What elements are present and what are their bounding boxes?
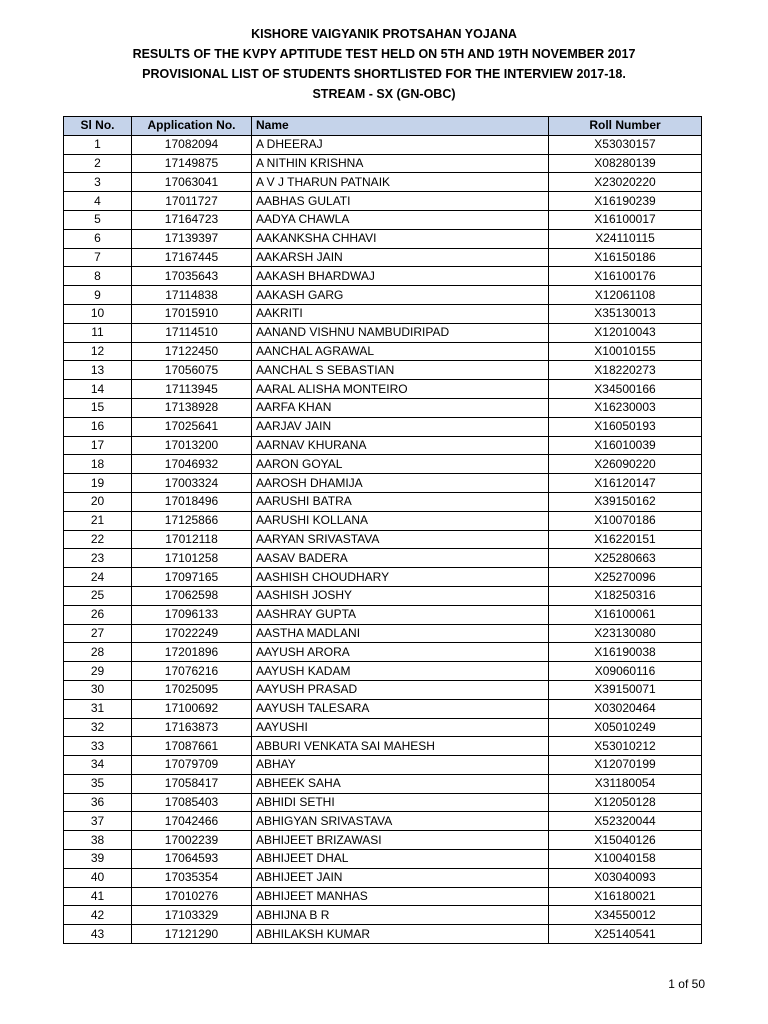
results-table (63, 116, 702, 944)
cell-name: A V J THARUN PATNAIK (252, 173, 549, 192)
cell-name: AARUSHI KOLLANA (252, 511, 549, 530)
cell-sl-no: 3 (64, 173, 132, 192)
cell-sl-no: 42 (64, 906, 132, 925)
cell-roll-number: X23130080 (549, 624, 702, 643)
cell-sl-no: 33 (64, 737, 132, 756)
cell-application-no: 17164723 (132, 210, 252, 229)
cell-application-no: 17010276 (132, 887, 252, 906)
cell-application-no: 17201896 (132, 643, 252, 662)
cell-name: AAYUSH ARORA (252, 643, 549, 662)
table-row (64, 286, 702, 305)
cell-sl-no: 41 (64, 887, 132, 906)
table-row (64, 850, 702, 869)
cell-name: ABHILAKSH KUMAR (252, 925, 549, 944)
cell-application-no: 17022249 (132, 624, 252, 643)
cell-roll-number: X16190038 (549, 643, 702, 662)
cell-name: ABHEEK SAHA (252, 774, 549, 793)
cell-application-no: 17046932 (132, 455, 252, 474)
column-header-name: Name (252, 117, 549, 136)
table-row (64, 398, 702, 417)
cell-sl-no: 28 (64, 643, 132, 662)
cell-roll-number: X26090220 (549, 455, 702, 474)
table-header-row (64, 117, 702, 136)
cell-application-no: 17025641 (132, 417, 252, 436)
cell-application-no: 17163873 (132, 718, 252, 737)
table-row (64, 718, 702, 737)
cell-roll-number: X34500166 (549, 380, 702, 399)
cell-application-no: 17076216 (132, 662, 252, 681)
table-row (64, 323, 702, 342)
cell-name: AARAL ALISHA MONTEIRO (252, 380, 549, 399)
table-row (64, 436, 702, 455)
cell-roll-number: X18250316 (549, 586, 702, 605)
cell-sl-no: 26 (64, 605, 132, 624)
cell-sl-no: 9 (64, 286, 132, 305)
table-row (64, 737, 702, 756)
cell-sl-no: 29 (64, 662, 132, 681)
cell-name: AASAV BADERA (252, 549, 549, 568)
cell-roll-number: X18220273 (549, 361, 702, 380)
cell-roll-number: X12061108 (549, 286, 702, 305)
cell-name: ABHIJEET DHAL (252, 850, 549, 869)
cell-sl-no: 35 (64, 774, 132, 793)
cell-name: AARNAV KHURANA (252, 436, 549, 455)
cell-name: AASHISH CHOUDHARY (252, 568, 549, 587)
table-row (64, 793, 702, 812)
cell-roll-number: X53030157 (549, 135, 702, 154)
cell-sl-no: 11 (64, 323, 132, 342)
cell-name: AAKARSH JAIN (252, 248, 549, 267)
cell-application-no: 17100692 (132, 699, 252, 718)
cell-name: AAYUSH KADAM (252, 662, 549, 681)
header-line-scheme: KISHORE VAIGYANIK PROTSAHAN YOJANA (251, 27, 517, 41)
cell-sl-no: 19 (64, 474, 132, 493)
table-row (64, 455, 702, 474)
cell-name: AABHAS GULATI (252, 192, 549, 211)
column-header-roll-number: Roll Number (549, 117, 702, 136)
cell-roll-number: X23020220 (549, 173, 702, 192)
cell-application-no: 17139397 (132, 229, 252, 248)
cell-application-no: 17035643 (132, 267, 252, 286)
table-row (64, 887, 702, 906)
cell-application-no: 17096133 (132, 605, 252, 624)
cell-sl-no: 17 (64, 436, 132, 455)
cell-roll-number: X10040158 (549, 850, 702, 869)
cell-roll-number: X16100061 (549, 605, 702, 624)
cell-roll-number: X16100017 (549, 210, 702, 229)
cell-application-no: 17064593 (132, 850, 252, 869)
cell-sl-no: 5 (64, 210, 132, 229)
column-header-application-no: Application No. (132, 117, 252, 136)
cell-roll-number: X05010249 (549, 718, 702, 737)
cell-name: AARON GOYAL (252, 455, 549, 474)
cell-sl-no: 23 (64, 549, 132, 568)
table-row (64, 342, 702, 361)
cell-application-no: 17013200 (132, 436, 252, 455)
table-row (64, 624, 702, 643)
table-body (64, 135, 702, 943)
cell-roll-number: X16150186 (549, 248, 702, 267)
cell-name: ABHIDI SETHI (252, 793, 549, 812)
table-row (64, 662, 702, 681)
table-row (64, 492, 702, 511)
cell-sl-no: 40 (64, 868, 132, 887)
table-row (64, 361, 702, 380)
cell-sl-no: 4 (64, 192, 132, 211)
cell-roll-number: X39150071 (549, 680, 702, 699)
cell-name: AASHRAY GUPTA (252, 605, 549, 624)
cell-sl-no: 27 (64, 624, 132, 643)
cell-name: AASTHA MADLANI (252, 624, 549, 643)
cell-application-no: 17063041 (132, 173, 252, 192)
table-row (64, 173, 702, 192)
cell-sl-no: 30 (64, 680, 132, 699)
cell-application-no: 17058417 (132, 774, 252, 793)
cell-roll-number: X34550012 (549, 906, 702, 925)
cell-name: ABHAY (252, 756, 549, 775)
cell-roll-number: X25140541 (549, 925, 702, 944)
cell-application-no: 17114838 (132, 286, 252, 305)
cell-application-no: 17085403 (132, 793, 252, 812)
table-row (64, 474, 702, 493)
cell-application-no: 17015910 (132, 304, 252, 323)
table-row (64, 248, 702, 267)
cell-name: AARUSHI BATRA (252, 492, 549, 511)
cell-application-no: 17002239 (132, 831, 252, 850)
cell-name: ABHIGYAN SRIVASTAVA (252, 812, 549, 831)
cell-sl-no: 12 (64, 342, 132, 361)
cell-roll-number: X24110115 (549, 229, 702, 248)
cell-name: ABBURI VENKATA SAI MAHESH (252, 737, 549, 756)
cell-roll-number: X16120147 (549, 474, 702, 493)
table-row (64, 267, 702, 286)
cell-sl-no: 22 (64, 530, 132, 549)
cell-roll-number: X25270096 (549, 568, 702, 587)
cell-name: AARFA KHAN (252, 398, 549, 417)
table-row (64, 756, 702, 775)
cell-application-no: 17011727 (132, 192, 252, 211)
cell-roll-number: X08280139 (549, 154, 702, 173)
cell-name: AAKASH GARG (252, 286, 549, 305)
cell-sl-no: 15 (64, 398, 132, 417)
cell-roll-number: X16190239 (549, 192, 702, 211)
cell-sl-no: 34 (64, 756, 132, 775)
table-row (64, 192, 702, 211)
cell-sl-no: 31 (64, 699, 132, 718)
cell-sl-no: 16 (64, 417, 132, 436)
cell-roll-number: X10010155 (549, 342, 702, 361)
cell-roll-number: X10070186 (549, 511, 702, 530)
table-row (64, 812, 702, 831)
cell-application-no: 17113945 (132, 380, 252, 399)
table-row (64, 568, 702, 587)
cell-application-no: 17138928 (132, 398, 252, 417)
cell-name: AAYUSH PRASAD (252, 680, 549, 699)
cell-name: AADYA CHAWLA (252, 210, 549, 229)
cell-application-no: 17012118 (132, 530, 252, 549)
cell-sl-no: 13 (64, 361, 132, 380)
cell-name: AAYUSH TALESARA (252, 699, 549, 718)
cell-sl-no: 21 (64, 511, 132, 530)
cell-application-no: 17062598 (132, 586, 252, 605)
cell-name: ABHIJEET MANHAS (252, 887, 549, 906)
cell-name: AANCHAL AGRAWAL (252, 342, 549, 361)
cell-application-no: 17149875 (132, 154, 252, 173)
cell-sl-no: 37 (64, 812, 132, 831)
cell-roll-number: X16230003 (549, 398, 702, 417)
cell-name: ABHIJNA B R (252, 906, 549, 925)
cell-roll-number: X16050193 (549, 417, 702, 436)
cell-sl-no: 18 (64, 455, 132, 474)
cell-roll-number: X16220151 (549, 530, 702, 549)
cell-application-no: 17114510 (132, 323, 252, 342)
cell-name: AASHISH JOSHY (252, 586, 549, 605)
cell-name: AAROSH DHAMIJA (252, 474, 549, 493)
table-row (64, 549, 702, 568)
cell-roll-number: X25280663 (549, 549, 702, 568)
cell-roll-number: X09060116 (549, 662, 702, 681)
cell-sl-no: 43 (64, 925, 132, 944)
cell-application-no: 17003324 (132, 474, 252, 493)
cell-roll-number: X15040126 (549, 831, 702, 850)
table-row (64, 154, 702, 173)
cell-name: AARYAN SRIVASTAVA (252, 530, 549, 549)
cell-sl-no: 24 (64, 568, 132, 587)
table-row (64, 831, 702, 850)
cell-name: ABHIJEET JAIN (252, 868, 549, 887)
cell-roll-number: X16100176 (549, 267, 702, 286)
cell-sl-no: 36 (64, 793, 132, 812)
cell-application-no: 17018496 (132, 492, 252, 511)
cell-application-no: 17035354 (132, 868, 252, 887)
cell-application-no: 17025095 (132, 680, 252, 699)
cell-roll-number: X16180021 (549, 887, 702, 906)
table-row (64, 586, 702, 605)
cell-name: AANAND VISHNU NAMBUDIRIPAD (252, 323, 549, 342)
column-header-sl-no: Sl No. (64, 117, 132, 136)
table-row (64, 605, 702, 624)
cell-application-no: 17167445 (132, 248, 252, 267)
cell-sl-no: 8 (64, 267, 132, 286)
table-row (64, 868, 702, 887)
cell-roll-number: X39150162 (549, 492, 702, 511)
cell-roll-number: X12070199 (549, 756, 702, 775)
cell-sl-no: 39 (64, 850, 132, 869)
cell-application-no: 17097165 (132, 568, 252, 587)
cell-application-no: 17101258 (132, 549, 252, 568)
cell-roll-number: X31180054 (549, 774, 702, 793)
header-line-results: RESULTS OF THE KVPY APTITUDE TEST HELD ON 5TH AND 19TH NOVEMBER 2017 (132, 47, 636, 61)
cell-sl-no: 7 (64, 248, 132, 267)
cell-sl-no: 14 (64, 380, 132, 399)
page-number: 1 of 50 (668, 977, 705, 991)
cell-application-no: 17087661 (132, 737, 252, 756)
cell-sl-no: 2 (64, 154, 132, 173)
cell-application-no: 17125866 (132, 511, 252, 530)
cell-application-no: 17103329 (132, 906, 252, 925)
cell-sl-no: 32 (64, 718, 132, 737)
table-row (64, 210, 702, 229)
cell-application-no: 17122450 (132, 342, 252, 361)
cell-roll-number: X16010039 (549, 436, 702, 455)
table-row (64, 229, 702, 248)
cell-sl-no: 38 (64, 831, 132, 850)
cell-application-no: 17082094 (132, 135, 252, 154)
cell-sl-no: 25 (64, 586, 132, 605)
cell-name: ABHIJEET BRIZAWASI (252, 831, 549, 850)
cell-application-no: 17056075 (132, 361, 252, 380)
cell-sl-no: 6 (64, 229, 132, 248)
cell-roll-number: X12050128 (549, 793, 702, 812)
cell-name: AANCHAL S SEBASTIAN (252, 361, 549, 380)
table-row (64, 643, 702, 662)
cell-roll-number: X03040093 (549, 868, 702, 887)
cell-roll-number: X12010043 (549, 323, 702, 342)
table-row (64, 304, 702, 323)
cell-roll-number: X53010212 (549, 737, 702, 756)
cell-application-no: 17079709 (132, 756, 252, 775)
table-row (64, 530, 702, 549)
table-row (64, 417, 702, 436)
table-row (64, 925, 702, 944)
table-row (64, 906, 702, 925)
table-row (64, 680, 702, 699)
cell-sl-no: 1 (64, 135, 132, 154)
table-row (64, 774, 702, 793)
cell-name: AAKASH BHARDWAJ (252, 267, 549, 286)
table-row (64, 699, 702, 718)
cell-roll-number: X03020464 (549, 699, 702, 718)
cell-sl-no: 20 (64, 492, 132, 511)
table-row (64, 511, 702, 530)
cell-name: AAKANKSHA CHHAVI (252, 229, 549, 248)
header-line-stream: STREAM - SX (GN-OBC) (312, 87, 456, 101)
table-row (64, 135, 702, 154)
cell-roll-number: X52320044 (549, 812, 702, 831)
cell-name: A NITHIN KRISHNA (252, 154, 549, 173)
cell-roll-number: X35130013 (549, 304, 702, 323)
cell-application-no: 17121290 (132, 925, 252, 944)
table-row (64, 380, 702, 399)
cell-application-no: 17042466 (132, 812, 252, 831)
cell-name: A DHEERAJ (252, 135, 549, 154)
cell-name: AAKRITI (252, 304, 549, 323)
cell-name: AARJAV JAIN (252, 417, 549, 436)
header-line-provisional: PROVISIONAL LIST OF STUDENTS SHORTLISTED FOR THE INTERVIEW 2017-18. (142, 67, 626, 81)
document-header (0, 24, 768, 104)
cell-sl-no: 10 (64, 304, 132, 323)
cell-name: AAYUSHI (252, 718, 549, 737)
